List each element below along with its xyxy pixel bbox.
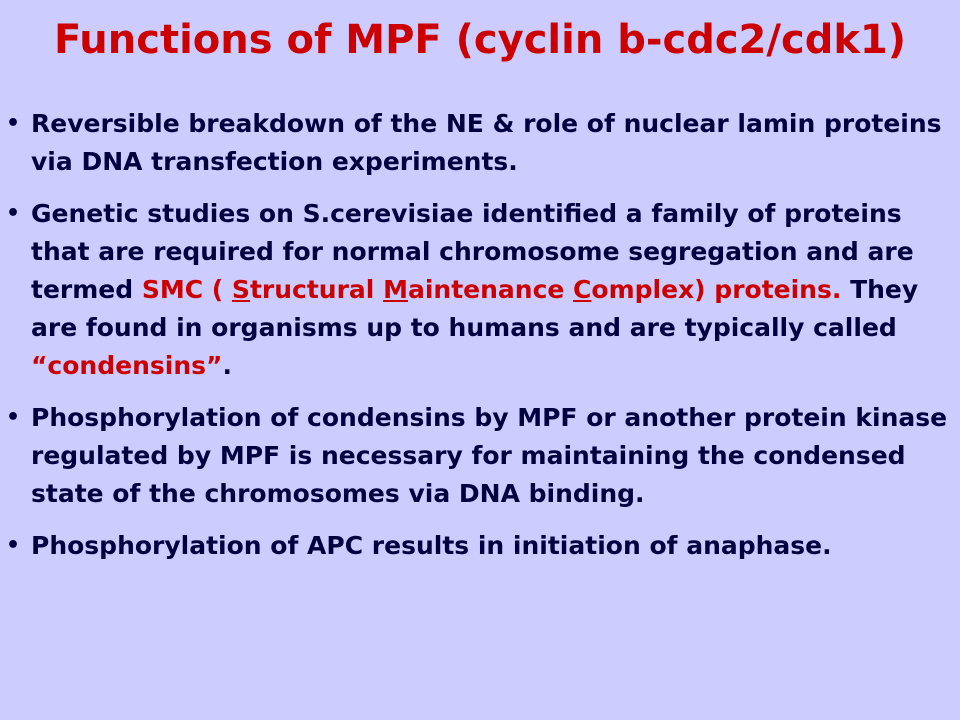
smc-open: SMC ( [141, 275, 232, 304]
bullet-item-ne-breakdown [6, 105, 956, 181]
smc-letter-m: M [383, 275, 408, 304]
smc-term [142, 275, 842, 304]
bullet-item-apc-phosphorylation [6, 527, 956, 565]
bullet-text: Phosphorylation of condensins by MPF or another protein kinase regulated by MPF is necessary for maintaining the condensed state of the chromosomes via DNA binding. [31, 403, 948, 508]
bullet-text-after: They are found in organisms up to humans and are typically called [31, 275, 919, 342]
smc-word-complex: omplex) proteins. [591, 275, 842, 304]
bullet-list [6, 105, 956, 579]
bullet-text: Reversible breakdown of the NE & role of nuclear lamin proteins via DNA transfection experiments. [31, 109, 942, 176]
bullet-dot-icon: • [6, 111, 21, 136]
bullet-item-smc-proteins [6, 195, 956, 385]
smc-word-maintenance: aintenance [407, 275, 574, 304]
bullet-dot-icon: • [6, 201, 21, 226]
smc-letter-c: C [573, 275, 592, 304]
smc-word-structural: tructural [249, 275, 384, 304]
bullet-dot-icon: • [6, 533, 21, 558]
bullet-period: . [222, 351, 232, 380]
bullet-text: Genetic studies on S.cerevisiae identified a family of proteins that are required for normal chromosome segregation and are termed [31, 199, 914, 304]
bullet-item-condensin-phosphorylation [6, 399, 956, 513]
condensins-term: “condensins” [31, 351, 223, 380]
smc-letter-s: S [231, 275, 250, 304]
slide-title: Functions of MPF (cyclin b-cdc2/cdk1) [53, 17, 907, 63]
bullet-dot-icon: • [6, 405, 21, 430]
bullet-text: Phosphorylation of APC results in initiation of anaphase. [31, 531, 832, 560]
